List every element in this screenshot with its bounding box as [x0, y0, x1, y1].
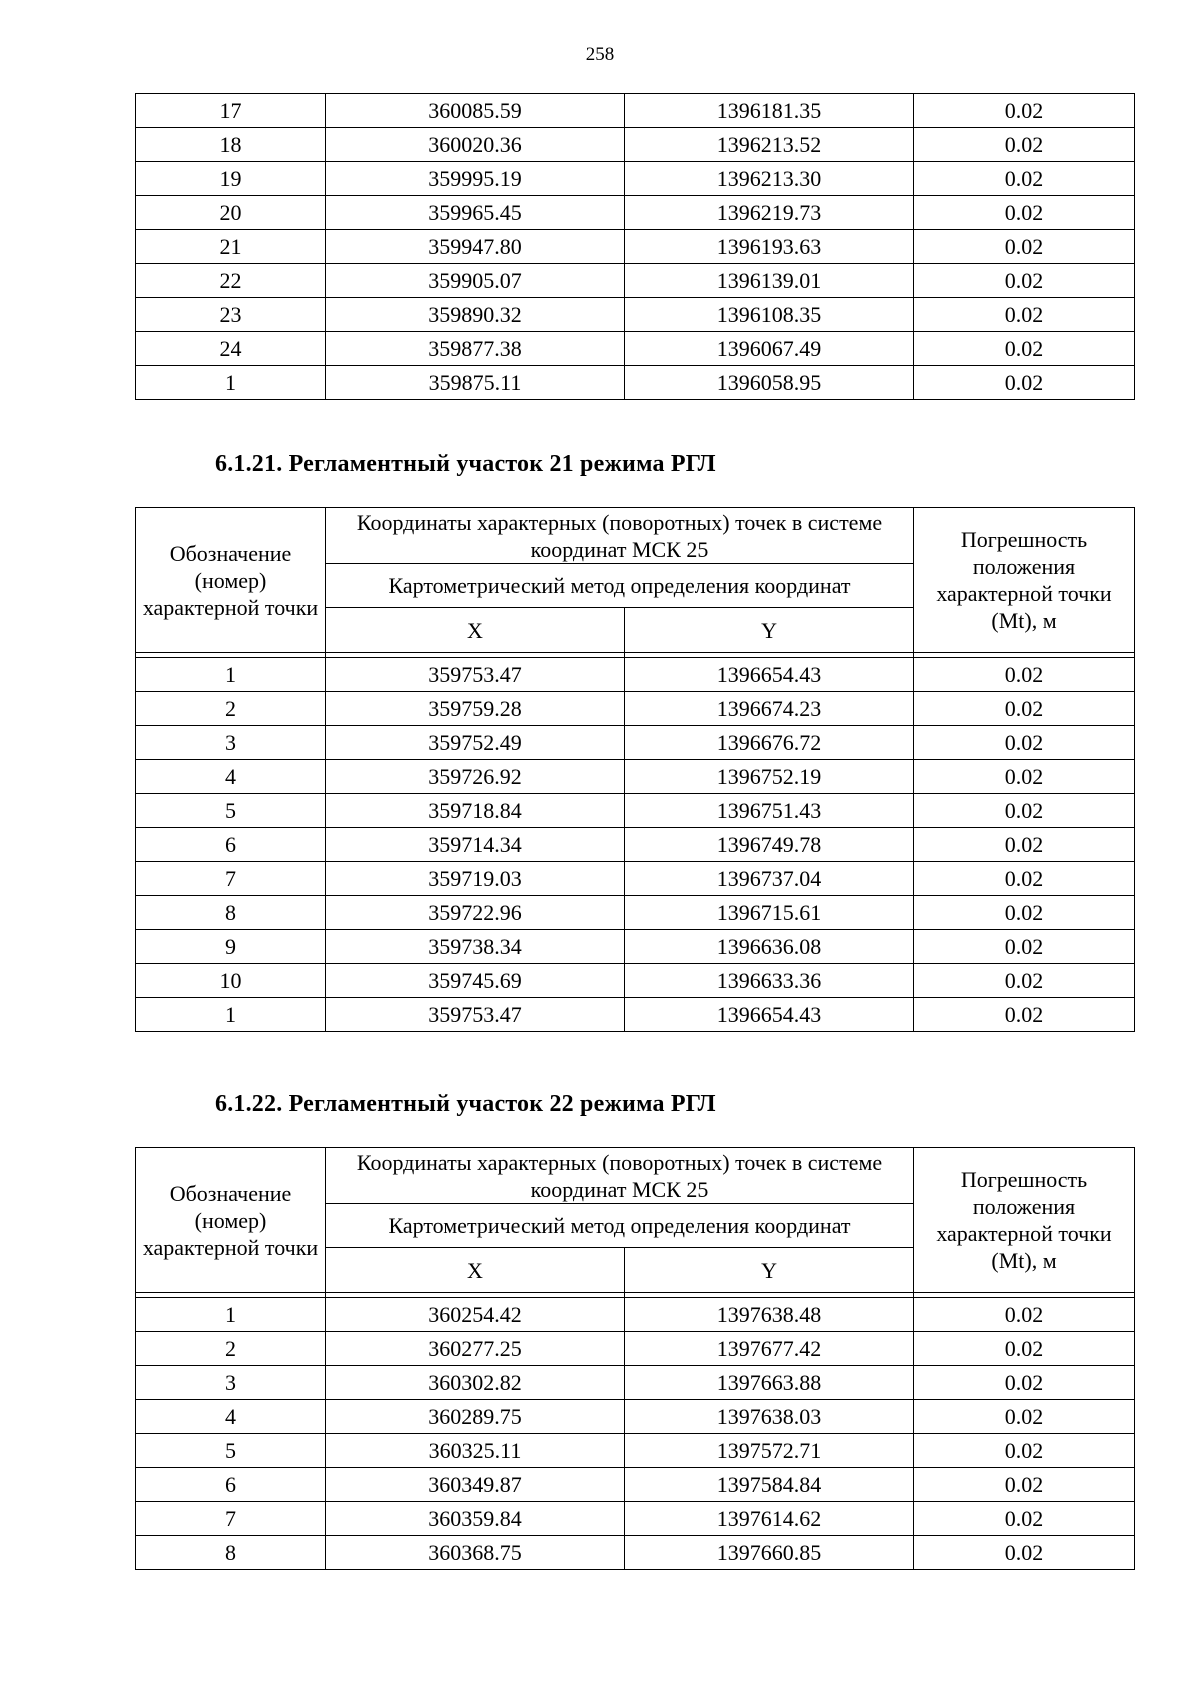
- y-coordinate-cell: 1396676.72: [625, 726, 914, 760]
- page-number: 258: [585, 44, 615, 65]
- table-row: [136, 862, 1135, 896]
- error-cell: 0.02: [914, 862, 1135, 896]
- y-coordinate-cell: 1396751.43: [625, 794, 914, 828]
- point-number-cell: 1: [136, 658, 326, 692]
- point-number-cell: 2: [136, 1332, 326, 1366]
- table-row: [136, 1332, 1135, 1366]
- error-cell: 0.02: [914, 692, 1135, 726]
- point-number-cell: 5: [136, 794, 326, 828]
- table-row: [136, 1468, 1135, 1502]
- coordinates-table-21: [135, 507, 1135, 1032]
- y-coordinate-cell: 1396219.73: [625, 196, 914, 230]
- table-body: [136, 658, 1135, 1032]
- error-cell: 0.02: [914, 1298, 1135, 1332]
- point-number-cell: 1: [136, 366, 326, 400]
- coordinates-table-22: [135, 1147, 1135, 1570]
- y-coordinate-cell: 1397584.84: [625, 1468, 914, 1502]
- error-cell: 0.02: [914, 1332, 1135, 1366]
- table-row: [136, 162, 1135, 196]
- point-number-cell: 17: [136, 94, 326, 128]
- point-number-cell: 8: [136, 1536, 326, 1570]
- x-coordinate-cell: 360302.82: [326, 1366, 625, 1400]
- header-point-label: Обозначение (номер) характерной точки: [136, 1148, 326, 1293]
- y-coordinate-cell: 1396213.52: [625, 128, 914, 162]
- table-row: [136, 1400, 1135, 1434]
- y-coordinate-cell: 1396108.35: [625, 298, 914, 332]
- y-coordinate-cell: 1397614.62: [625, 1502, 914, 1536]
- error-cell: 0.02: [914, 998, 1135, 1032]
- table-row: [136, 794, 1135, 828]
- table-row: [136, 264, 1135, 298]
- x-coordinate-cell: 359753.47: [326, 658, 625, 692]
- table-row: [136, 692, 1135, 726]
- x-coordinate-cell: 359947.80: [326, 230, 625, 264]
- point-number-cell: 21: [136, 230, 326, 264]
- error-cell: 0.02: [914, 1502, 1135, 1536]
- x-coordinate-cell: 359995.19: [326, 162, 625, 196]
- header-method-label: Картометрический метод определения координат: [326, 564, 914, 608]
- point-number-cell: 1: [136, 1298, 326, 1332]
- table-body: [136, 1298, 1135, 1570]
- table-body: [136, 94, 1135, 400]
- section-heading-21: 6.1.21. Регламентный участок 21 режима РГЛ: [215, 451, 716, 477]
- x-coordinate-cell: 359877.38: [326, 332, 625, 366]
- point-number-cell: 24: [136, 332, 326, 366]
- table-row: [136, 332, 1135, 366]
- table-row: [136, 366, 1135, 400]
- error-cell: 0.02: [914, 794, 1135, 828]
- point-number-cell: 2: [136, 692, 326, 726]
- x-coordinate-cell: 360020.36: [326, 128, 625, 162]
- error-cell: 0.02: [914, 366, 1135, 400]
- y-coordinate-cell: 1397660.85: [625, 1536, 914, 1570]
- point-number-cell: 7: [136, 1502, 326, 1536]
- x-coordinate-cell: 359718.84: [326, 794, 625, 828]
- y-coordinate-cell: 1397663.88: [625, 1366, 914, 1400]
- error-cell: 0.02: [914, 964, 1135, 998]
- error-cell: 0.02: [914, 658, 1135, 692]
- y-coordinate-cell: 1397572.71: [625, 1434, 914, 1468]
- point-number-cell: 6: [136, 828, 326, 862]
- point-number-cell: 23: [136, 298, 326, 332]
- y-coordinate-cell: 1396139.01: [625, 264, 914, 298]
- error-cell: 0.02: [914, 230, 1135, 264]
- y-coordinate-cell: 1396674.23: [625, 692, 914, 726]
- error-cell: 0.02: [914, 94, 1135, 128]
- x-coordinate-cell: 359726.92: [326, 760, 625, 794]
- error-cell: 0.02: [914, 264, 1135, 298]
- y-coordinate-cell: 1396633.36: [625, 964, 914, 998]
- x-coordinate-cell: 359890.32: [326, 298, 625, 332]
- error-cell: 0.02: [914, 828, 1135, 862]
- error-cell: 0.02: [914, 760, 1135, 794]
- error-cell: 0.02: [914, 298, 1135, 332]
- error-cell: 0.02: [914, 930, 1135, 964]
- y-coordinate-cell: 1396213.30: [625, 162, 914, 196]
- y-coordinate-cell: 1396752.19: [625, 760, 914, 794]
- header-error-label: Погрешность положения характерной точки (Mt), м: [914, 508, 1135, 653]
- x-coordinate-cell: 359875.11: [326, 366, 625, 400]
- x-coordinate-cell: 359714.34: [326, 828, 625, 862]
- table-row: [136, 760, 1135, 794]
- y-coordinate-cell: 1396715.61: [625, 896, 914, 930]
- table-row: [136, 658, 1135, 692]
- table-row: [136, 94, 1135, 128]
- point-number-cell: 4: [136, 1400, 326, 1434]
- table-row: [136, 726, 1135, 760]
- x-coordinate-cell: 360325.11: [326, 1434, 625, 1468]
- x-coordinate-cell: 359738.34: [326, 930, 625, 964]
- point-number-cell: 20: [136, 196, 326, 230]
- x-coordinate-cell: 360368.75: [326, 1536, 625, 1570]
- table-row: [136, 964, 1135, 998]
- table-row: [136, 196, 1135, 230]
- table-row: [136, 1434, 1135, 1468]
- section-heading-22: 6.1.22. Регламентный участок 22 режима РГЛ: [215, 1091, 716, 1117]
- y-coordinate-cell: 1397638.03: [625, 1400, 914, 1434]
- x-coordinate-cell: 359965.45: [326, 196, 625, 230]
- point-number-cell: 8: [136, 896, 326, 930]
- header-coords-label: Координаты характерных (поворотных) точек в системе координат МСК 25: [326, 508, 914, 564]
- point-number-cell: 19: [136, 162, 326, 196]
- error-cell: 0.02: [914, 128, 1135, 162]
- y-coordinate-cell: 1396181.35: [625, 94, 914, 128]
- y-coordinate-cell: 1396737.04: [625, 862, 914, 896]
- x-coordinate-cell: 359905.07: [326, 264, 625, 298]
- table-row: [136, 1298, 1135, 1332]
- table-row: [136, 1536, 1135, 1570]
- error-cell: 0.02: [914, 196, 1135, 230]
- table-row: [136, 1366, 1135, 1400]
- x-coordinate-cell: 359759.28: [326, 692, 625, 726]
- point-number-cell: 7: [136, 862, 326, 896]
- table-row: [136, 298, 1135, 332]
- x-coordinate-cell: 359753.47: [326, 998, 625, 1032]
- point-number-cell: 22: [136, 264, 326, 298]
- error-cell: 0.02: [914, 162, 1135, 196]
- y-coordinate-cell: 1396193.63: [625, 230, 914, 264]
- header-x-label: X: [326, 608, 625, 653]
- point-number-cell: 3: [136, 1366, 326, 1400]
- y-coordinate-cell: 1396654.43: [625, 658, 914, 692]
- error-cell: 0.02: [914, 726, 1135, 760]
- x-coordinate-cell: 360349.87: [326, 1468, 625, 1502]
- header-y-label: Y: [625, 608, 914, 653]
- table-row: [136, 230, 1135, 264]
- x-coordinate-cell: 360289.75: [326, 1400, 625, 1434]
- table-row: [136, 930, 1135, 964]
- header-method-label: Картометрический метод определения координат: [326, 1204, 914, 1248]
- error-cell: 0.02: [914, 896, 1135, 930]
- coordinates-table-continued: [135, 93, 1135, 400]
- point-number-cell: 6: [136, 1468, 326, 1502]
- header-error-label: Погрешность положения характерной точки (Mt), м: [914, 1148, 1135, 1293]
- x-coordinate-cell: 360277.25: [326, 1332, 625, 1366]
- table-row: [136, 896, 1135, 930]
- point-number-cell: 18: [136, 128, 326, 162]
- point-number-cell: 10: [136, 964, 326, 998]
- table-row: [136, 1502, 1135, 1536]
- header-y-label: Y: [625, 1248, 914, 1293]
- point-number-cell: 3: [136, 726, 326, 760]
- y-coordinate-cell: 1397638.48: [625, 1298, 914, 1332]
- error-cell: 0.02: [914, 1434, 1135, 1468]
- x-coordinate-cell: 360254.42: [326, 1298, 625, 1332]
- error-cell: 0.02: [914, 1366, 1135, 1400]
- table-header: [136, 508, 1135, 658]
- y-coordinate-cell: 1396636.08: [625, 930, 914, 964]
- y-coordinate-cell: 1396058.95: [625, 366, 914, 400]
- error-cell: 0.02: [914, 1468, 1135, 1502]
- x-coordinate-cell: 359722.96: [326, 896, 625, 930]
- point-number-cell: 5: [136, 1434, 326, 1468]
- table-row: [136, 998, 1135, 1032]
- x-coordinate-cell: 360085.59: [326, 94, 625, 128]
- header-coords-label: Координаты характерных (поворотных) точек в системе координат МСК 25: [326, 1148, 914, 1204]
- table-row: [136, 128, 1135, 162]
- y-coordinate-cell: 1397677.42: [625, 1332, 914, 1366]
- y-coordinate-cell: 1396654.43: [625, 998, 914, 1032]
- y-coordinate-cell: 1396067.49: [625, 332, 914, 366]
- table-header: [136, 1148, 1135, 1298]
- x-coordinate-cell: 359745.69: [326, 964, 625, 998]
- point-number-cell: 9: [136, 930, 326, 964]
- error-cell: 0.02: [914, 332, 1135, 366]
- point-number-cell: 1: [136, 998, 326, 1032]
- error-cell: 0.02: [914, 1536, 1135, 1570]
- y-coordinate-cell: 1396749.78: [625, 828, 914, 862]
- error-cell: 0.02: [914, 1400, 1135, 1434]
- x-coordinate-cell: 360359.84: [326, 1502, 625, 1536]
- x-coordinate-cell: 359752.49: [326, 726, 625, 760]
- table-row: [136, 828, 1135, 862]
- header-x-label: X: [326, 1248, 625, 1293]
- header-point-label: Обозначение (номер) характерной точки: [136, 508, 326, 653]
- x-coordinate-cell: 359719.03: [326, 862, 625, 896]
- point-number-cell: 4: [136, 760, 326, 794]
